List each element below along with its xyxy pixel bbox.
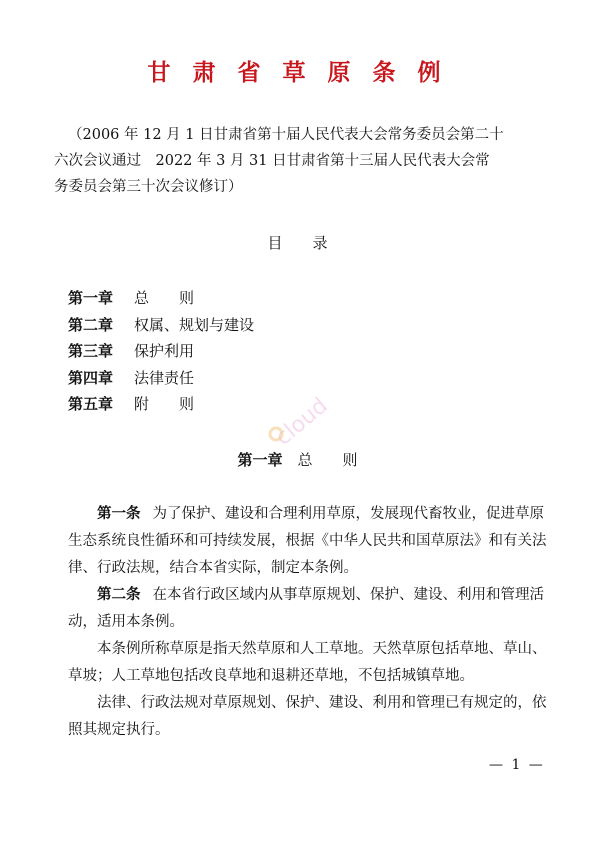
toc-item bbox=[68, 285, 254, 312]
paragraph-line: 草坡；人工草地包括改良草地和退耕还草地，不包括城镇草地。 bbox=[68, 668, 474, 684]
article-text: 为了保护、建设和合理利用草原，发展现代畜牧业，促进草原 bbox=[152, 506, 544, 522]
toc-chapter: 第三章 bbox=[68, 342, 114, 360]
toc-chapter-name: 权属、规划与建设 bbox=[134, 315, 255, 334]
toc-chapter: 第一章 bbox=[68, 289, 114, 307]
paragraph bbox=[68, 636, 547, 690]
article-1-line-1 bbox=[97, 501, 544, 528]
page-number: — 1 — bbox=[489, 757, 545, 773]
toc-heading-right: 录 bbox=[312, 234, 328, 252]
article-text: 生态系统良性循环和可持续发展，根据《中华人民共和国草原法》和有关法 bbox=[68, 533, 547, 549]
article-1 bbox=[68, 501, 547, 582]
watermark-text: cloud bbox=[270, 393, 333, 451]
table-of-contents bbox=[68, 285, 254, 418]
toc-chapter: 第四章 bbox=[68, 368, 114, 387]
article-label: 第一条 bbox=[97, 506, 141, 522]
toc-chapter-name: 法律责任 bbox=[134, 368, 195, 387]
paragraph-line: 本条例所称草原是指天然草原和人工草地。天然草原包括草地、草山、 bbox=[97, 641, 547, 657]
article-text: 律、行政法规，结合本省实际，制定本条例。 bbox=[68, 560, 358, 576]
document-title: 甘 肃 省 草 原 条 例 bbox=[147, 59, 448, 86]
paragraph-line: 法律、行政法规对草原规划、保护、建设、利用和管理已有规定的，依 bbox=[97, 695, 547, 711]
toc-chapter: 第五章 bbox=[68, 395, 114, 413]
toc-item bbox=[68, 312, 254, 339]
toc-item bbox=[68, 391, 254, 418]
article-text: 在本省行政区域内从事草原规划、保护、建设、利用和管理活 bbox=[152, 587, 544, 603]
toc-item bbox=[68, 365, 254, 392]
adoption-note-line: 务委员会第三十次会议修订） bbox=[54, 179, 243, 195]
adoption-note bbox=[54, 122, 538, 200]
article-text: 动，适用本条例。 bbox=[68, 614, 184, 630]
toc-chapter-name: 附 则 bbox=[134, 395, 195, 413]
article-2 bbox=[68, 582, 544, 636]
chapter-name: 总 则 bbox=[297, 451, 358, 469]
paragraph bbox=[68, 690, 547, 744]
cloud-watermark bbox=[262, 382, 352, 452]
chapter-heading bbox=[0, 449, 595, 470]
toc-heading-left: 目 bbox=[267, 234, 283, 252]
toc-item bbox=[68, 338, 254, 365]
article-2-line-1 bbox=[97, 582, 544, 609]
adoption-note-line: （2006 年 12 月 1 日甘肃省第十届人民代表大会常务委员会第二十 bbox=[68, 127, 504, 143]
toc-chapter-name: 总 则 bbox=[134, 289, 195, 307]
paragraph-line: 照其规定执行。 bbox=[68, 722, 170, 738]
chapter-body bbox=[68, 501, 547, 744]
adoption-note-line: 六次会议通过 2022 年 3 月 31 日甘肃省第十三届人民代表大会常 bbox=[54, 153, 490, 169]
toc-heading bbox=[0, 232, 595, 253]
chapter-number: 第一章 bbox=[237, 451, 283, 469]
toc-chapter-name: 保护利用 bbox=[134, 342, 195, 360]
toc-chapter: 第二章 bbox=[68, 315, 114, 334]
article-label: 第二条 bbox=[97, 587, 141, 603]
